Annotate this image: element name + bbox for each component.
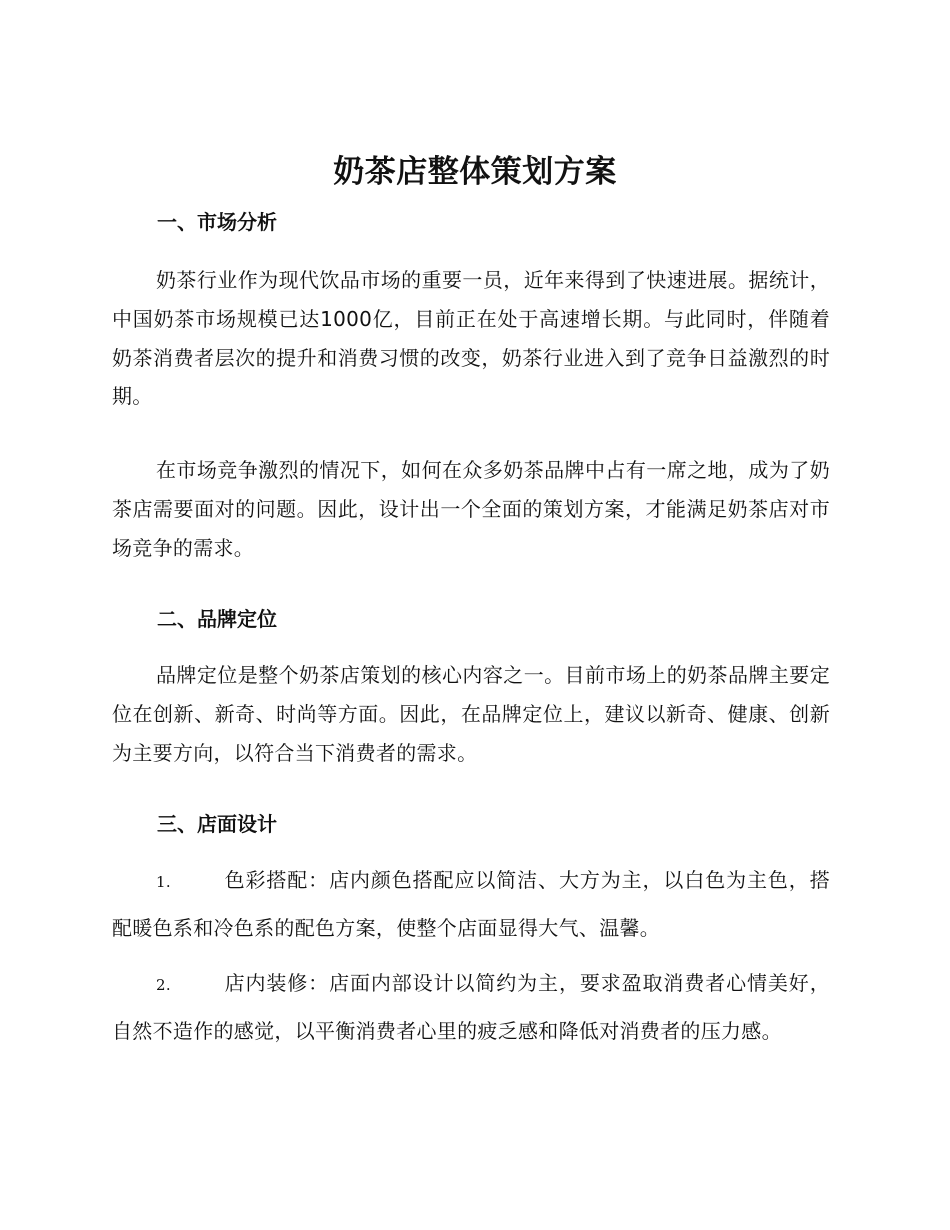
section-heading-market-analysis: 一、市场分析 xyxy=(157,210,277,234)
list-item-number: 1. xyxy=(156,873,171,891)
list-item-number: 2. xyxy=(156,976,171,994)
list-item xyxy=(112,960,830,1054)
list-item xyxy=(112,857,830,951)
paragraph-market-competition: 在市场竞争激烈的情况下，如何在众多奶茶品牌中占有一席之地，成为了奶茶店需要面对的问题。因此，设计出一个全面的策划方案，才能满足奶茶店对市场竞争的需求。 xyxy=(112,458,830,560)
section-heading-brand-positioning: 二、品牌定位 xyxy=(157,607,277,631)
document-title: 奶茶店整体策划方案 xyxy=(333,154,617,190)
paragraph-market-overview: 奶茶行业作为现代饮品市场的重要一员，近年来得到了快速进展。据统计，中国奶茶市场规模已达1000亿，目前正在处于高速增长期。与此同时，伴随着奶茶消费者层次的提升和消费习惯的改变，奶茶行业进入到了竞争日益激烈的时期。 xyxy=(112,268,830,409)
section-heading-store-design: 三、店面设计 xyxy=(157,812,277,836)
paragraph-brand-positioning: 品牌定位是整个奶茶店策划的核心内容之一。目前市场上的奶茶品牌主要定位在创新、新奇、时尚等方面。因此，在品牌定位上，建议以新奇、健康、创新为主要方向，以符合当下消费者的需求。 xyxy=(112,663,830,765)
list-item-text: 店内装修：店面内部设计以简约为主，要求盈取消费者心情美好，自然不造作的感觉，以平衡消费者心里的疲乏感和降低对消费者的压力感。 xyxy=(112,971,830,1043)
list-item-text: 色彩搭配：店内颜色搭配应以简洁、大方为主，以白色为主色，搭配暖色系和冷色系的配色方案，使整个店面显得大气、温馨。 xyxy=(112,868,830,940)
